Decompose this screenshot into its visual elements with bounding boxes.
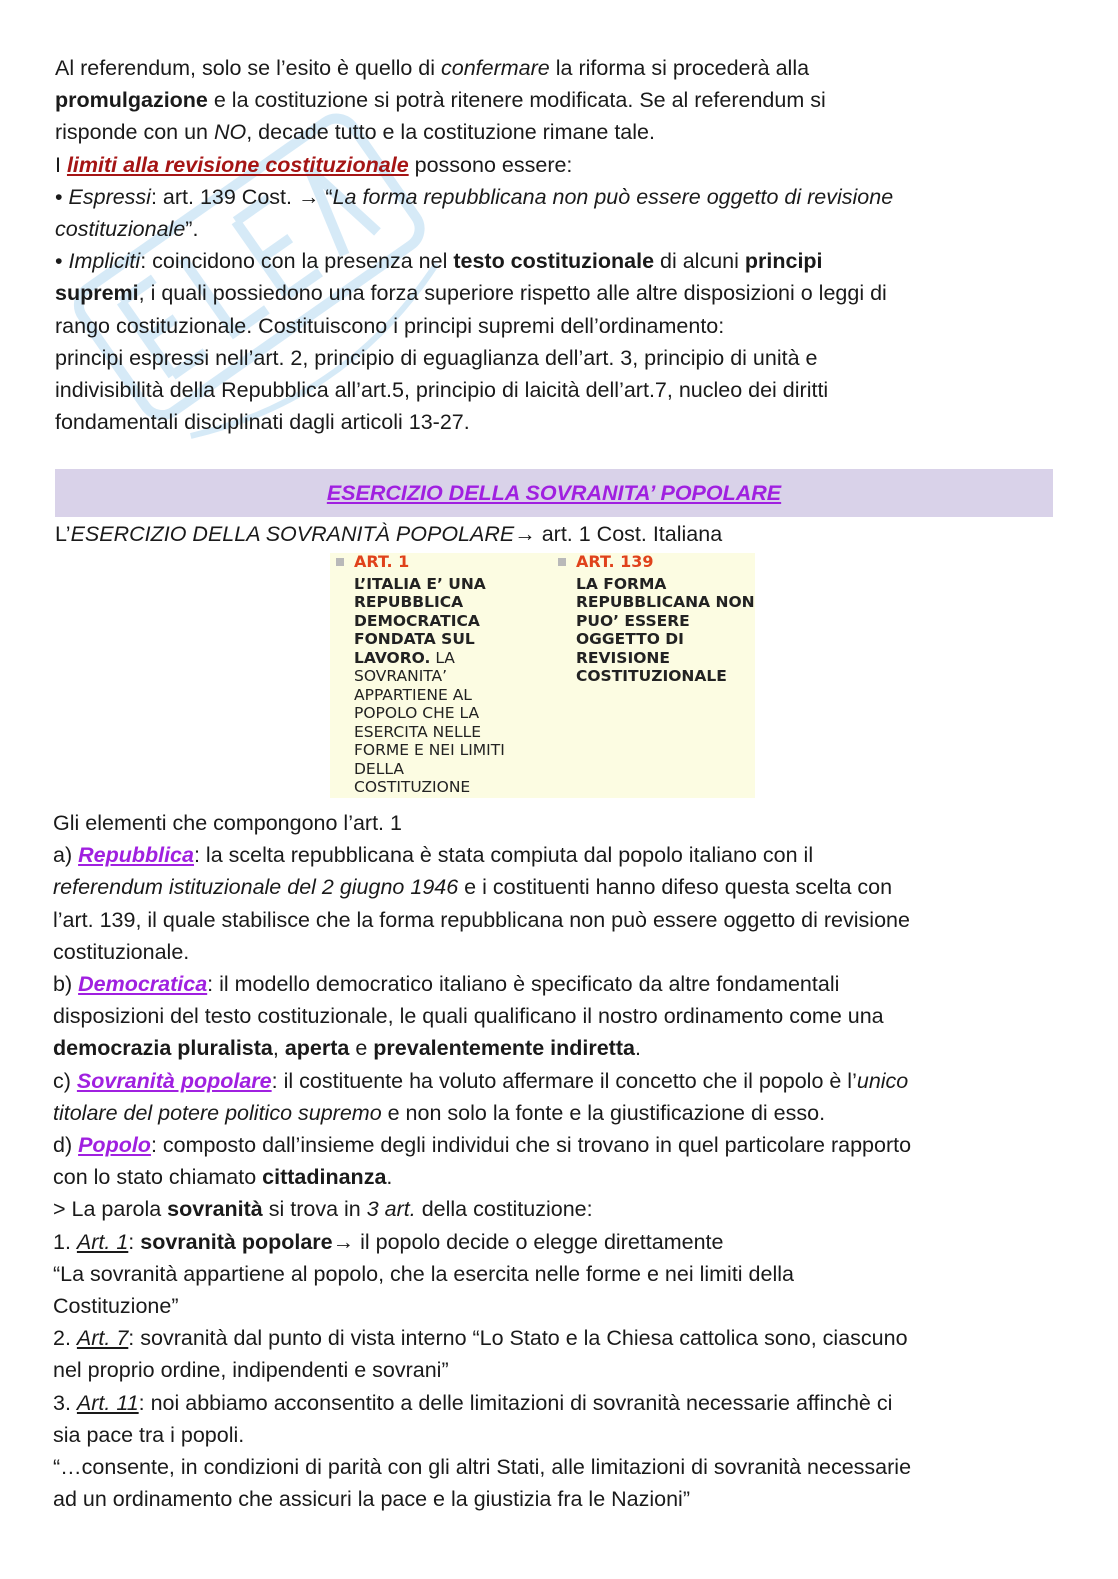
art-139-line: PUO’ ESSERE [576,611,690,630]
sovranita-popolare-link[interactable]: Sovranità popolare [76,1068,272,1093]
item-b-line-3: democrazia pluralista, aperta e prevalentemente indiretta. [53,1036,641,1061]
intro-line-12: fondamentali disciplinati dagli articoli 13-27. [55,410,470,435]
intro-line-9: rango costituzionale. Costituiscono i principi supremi dell’ordinamento: [55,313,725,338]
sovranita-intro: > La parola sovranità si trova in 3 art. della costituzione: [53,1197,593,1222]
art-1-line: REPUBBLICA [354,593,464,611]
intro-line-7: • Impliciti: coincidono con la presenza nel testo costituzionale di alcuni principi [55,249,823,274]
art-1-line: L’ITALIA E’ UNA [354,574,486,593]
num-2-line-2: nel proprio ordine, indipendenti e sovrani” [53,1358,449,1383]
intro-line-1: Al referendum, solo se l’esito è quello di confermare la riforma si procederà alla [55,56,810,80]
art-139-line: LA FORMA [576,574,667,593]
art-1-line: COSTITUZIONE [354,778,471,796]
item-c-line-2: titolare del potere politico supremo e non solo la fonte e la giustificazione di esso. [53,1100,826,1125]
item-d-line-2: con lo stato chiamato cittadinanza. [53,1165,393,1190]
art-1-line: APPARTIENE AL [354,685,472,704]
art-1-header: ART. 1 [336,553,505,572]
body-section [53,807,1063,1515]
limits-link[interactable]: limiti alla revisione costituzionale [66,152,409,177]
art-1-line: FORME E NEI LIMITI [354,741,505,759]
num-1-line-1: 1. Art. 1: sovranità popolare→ il popolo decide o elegge direttamente [53,1229,724,1254]
num-3-line-1: 3. Art. 11: noi abbiamo acconsentito a delle limitazioni di sovranità necessarie affinchè ci [53,1390,893,1415]
square-bullet-icon [558,558,566,566]
art-139-line: COSTITUZIONALE [576,667,727,685]
art-1-line: DEMOCRATICA [354,611,480,630]
item-a-line-4: costituzionale. [53,939,190,964]
sub-heading: L’ESERCIZIO DELLA SOVRANITÀ POPOLARE→ art. 1 Cost. Italiana [55,522,723,546]
square-bullet-icon [336,558,344,566]
intro-line-6: costituzionale”. [55,217,199,242]
repubblica-link[interactable]: Repubblica [78,843,194,868]
num-3-quote-1: “…consente, in condizioni di parità con gli altri Stati, alle limitazioni di sovranità necessarie [53,1455,912,1480]
art-139-header: ART. 139 [558,553,755,572]
section-heading-bar [55,469,1053,517]
art-11-ref: Art. 11 [76,1390,139,1415]
num-3-quote-2: ad un ordinamento che assicuri la pace e la giustizia fra le Nazioni” [53,1487,690,1512]
art-139-line: REPUBBLICANA NON [576,593,755,611]
art-1-line: SOVRANITA’ [354,667,448,685]
art-7-ref: Art. 7 [76,1326,129,1351]
num-1-quote-2: Costituzione” [53,1294,179,1319]
item-b-line-1: b) Democratica: il modello democratico italiano è specificato da altre fondamentali [53,972,840,997]
art-139-line: OGGETTO DI [576,630,684,648]
item-a-line-2: referendum istituzionale del 2 giugno 1946 e i costituenti hanno difeso questa scelta con [53,875,893,900]
intro-line-10: principi espressi nell’art. 2, principio di eguaglianza dell’art. 3, principio di unità e [55,345,818,370]
art-1-line: DELLA [354,759,404,778]
art-1-line: ESERCITA NELLE [354,722,482,741]
item-a-line-3: l’art. 139, il quale stabilisce che la forma repubblicana non può essere oggetto di revisione [53,907,910,932]
popolo-link[interactable]: Popolo [78,1133,151,1158]
num-2-line-1: 2. Art. 7: sovranità dal punto di vista interno “Lo Stato e la Chiesa cattolica sono, ciascuno [53,1326,908,1351]
art-1-column [336,553,505,797]
intro-line-5: • Espressi: art. 139 Cost. → “La forma repubblicana non può essere oggetto di revisione [55,184,894,209]
intro-section [55,52,1055,438]
item-c-line-1: c) Sovranità popolare: il costituente ha voluto affermare il concetto che il popolo è l’unico [53,1068,909,1093]
democratica-link[interactable]: Democratica [78,972,208,997]
art-139-line: REVISIONE [576,648,670,667]
num-3-line-2: sia pace tra i popoli. [53,1422,245,1447]
elements-intro: Gli elementi che compongono l’art. 1 [53,811,402,835]
art-1-line: LAVORO. LA [354,648,455,667]
item-a-line-1: a) Repubblica: la scelta repubblicana è stata compiuta dal popolo italiano con il [53,843,814,868]
art-139-column [558,553,755,686]
item-b-line-2: disposizioni del testo costituzionale, le quali qualificano il nostro ordinamento come una [53,1004,884,1029]
intro-line-11: indivisibilità della Repubblica all’art.5, principio di laicità dell’art.7, nucleo dei diritti [55,378,829,403]
art-1-line: POPOLO CHE LA [354,704,480,722]
section-title[interactable]: ESERCIZIO DELLA SOVRANITA’ POPOLARE [326,480,782,505]
item-d-line-1: d) Popolo: composto dall’insieme degli individui che si trovano in quel particolare rapporto [53,1133,912,1158]
intro-line-4: I limiti alla revisione costituzionale possono essere: [55,152,573,177]
intro-line-8: supremi, i quali possiedono una forza superiore rispetto alle altre disposizioni o leggi di [55,281,887,306]
num-1-quote-1: “La sovranità appartiene al popolo, che la esercita nelle forme e nei limiti della [53,1261,794,1286]
intro-line-2: promulgazione e la costituzione si potrà ritenere modificata. Se al referendum si [55,88,826,113]
art-1-ref: Art. 1 [76,1229,129,1254]
articles-image [330,553,755,798]
intro-line-3: risponde con un NO, decade tutto e la costituzione rimane tale. [55,120,655,145]
art-1-line: FONDATA SUL [354,630,475,648]
